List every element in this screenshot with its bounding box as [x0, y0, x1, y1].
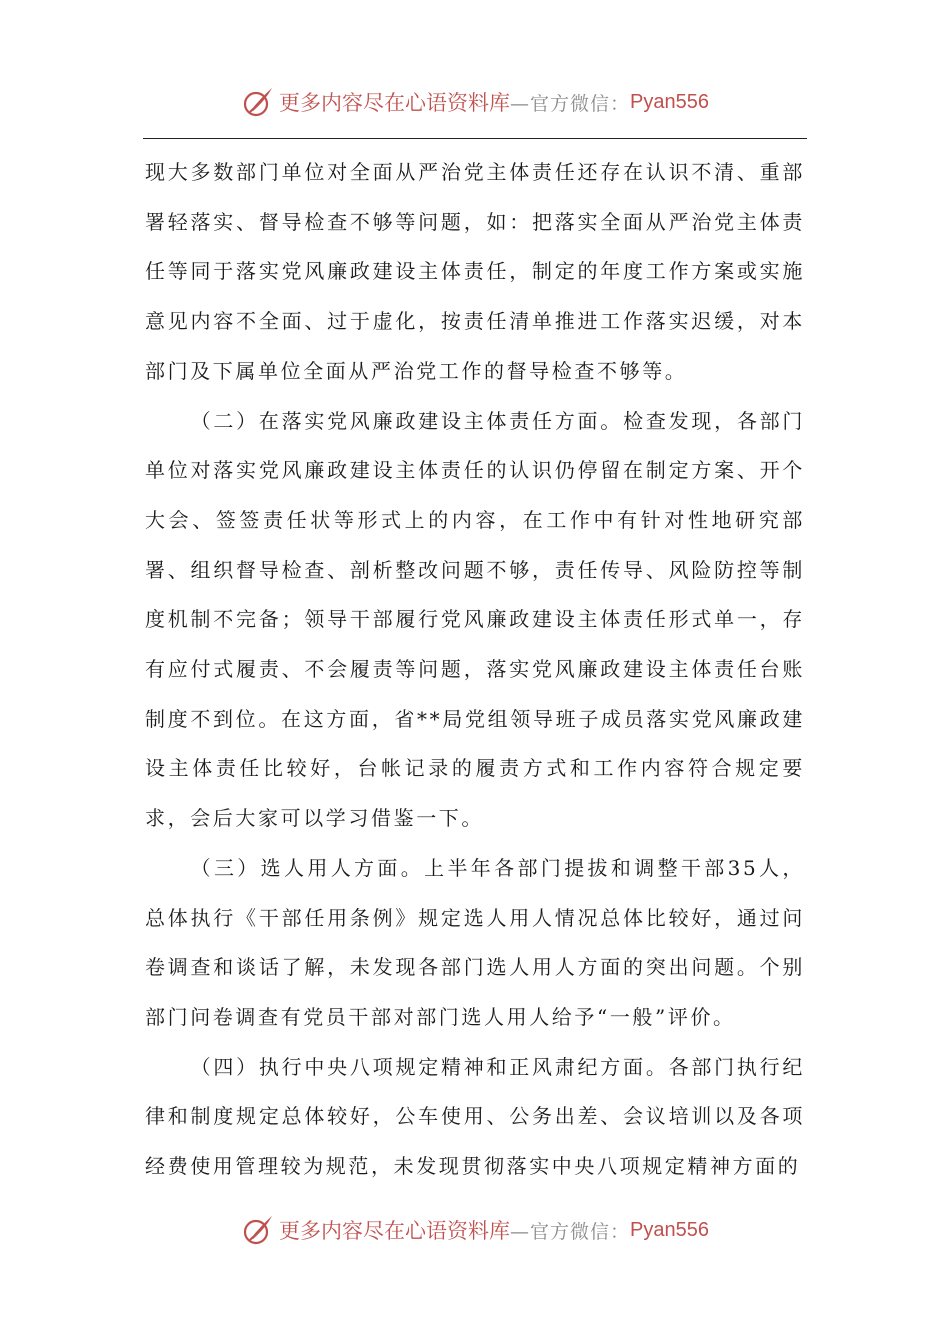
header-banner: [0, 82, 950, 122]
paragraph-continuation: 现大多数部门单位对全面从严治党主体责任还存在认识不清、重部署轻落实、督导检查不够等问题，如：把落实全面从严治党主体责任等同于落实党风廉政建设主体责任，制定的年度工作方案或实施意见内容不全面、过于虚化，按责任清单推进工作落实迟缓，对本部门及下属单位全面从严治党工作的督导检查不够等。: [145, 160, 805, 383]
banner-sub-text: —官方微信：: [510, 92, 631, 115]
paragraph-section-4: （四）执行中央八项规定精神和正风肃纪方面。各部门执行纪律和制度规定总体较好，公车使用、公务出差、会议培训以及各项经费使用管理较为规范，未发现贯彻落实中央八项规定精神方面的: [145, 1054, 805, 1179]
footer-banner-wechat-id: Pyan556: [630, 1218, 709, 1241]
paragraph-section-3: （三）选人用人方面。上半年各部门提拔和调整干部35人，总体执行《干部任用条例》规定选人用人情况总体比较好，通过问卷调查和谈话了解，未发现各部门选人用人方面的突出问题。个别部门问卷调查有党员干部对部门选人用人给予“一般”评价。: [145, 855, 805, 1029]
document-body: [145, 148, 805, 1192]
footer-banner: [0, 1210, 950, 1250]
quill-pen-logo-icon: [241, 85, 275, 119]
footer-banner-main-text: 更多内容尽在心语资料库: [279, 1219, 510, 1243]
header-rule: [143, 138, 807, 139]
banner-main-text: 更多内容尽在心语资料库: [279, 91, 510, 115]
paragraph-section-2: （二）在落实党风廉政建设主体责任方面。检查发现，各部门单位对落实党风廉政建设主体责任的认识仍停留在制定方案、开个大会、签签责任状等形式上的内容，在工作中有针对性地研究部署、组织督导检查、剖析整改问题不够，责任传导、风险防控等制度机制不完备；领导干部履行党风廉政建设主体责任形式单一，存有应付式履责、不会履责等问题，落实党风廉政建设主体责任台账制度不到位。在这方面，省**局党组领导班子成员落实党风廉政建设主体责任比较好，台帐记录的履责方式和工作内容符合规定要求，会后大家可以学习借鉴一下。: [145, 408, 805, 831]
quill-pen-logo-icon: [241, 1213, 275, 1247]
footer-banner-sub-text: —官方微信：: [510, 1220, 631, 1243]
banner-wechat-id: Pyan556: [630, 90, 709, 113]
